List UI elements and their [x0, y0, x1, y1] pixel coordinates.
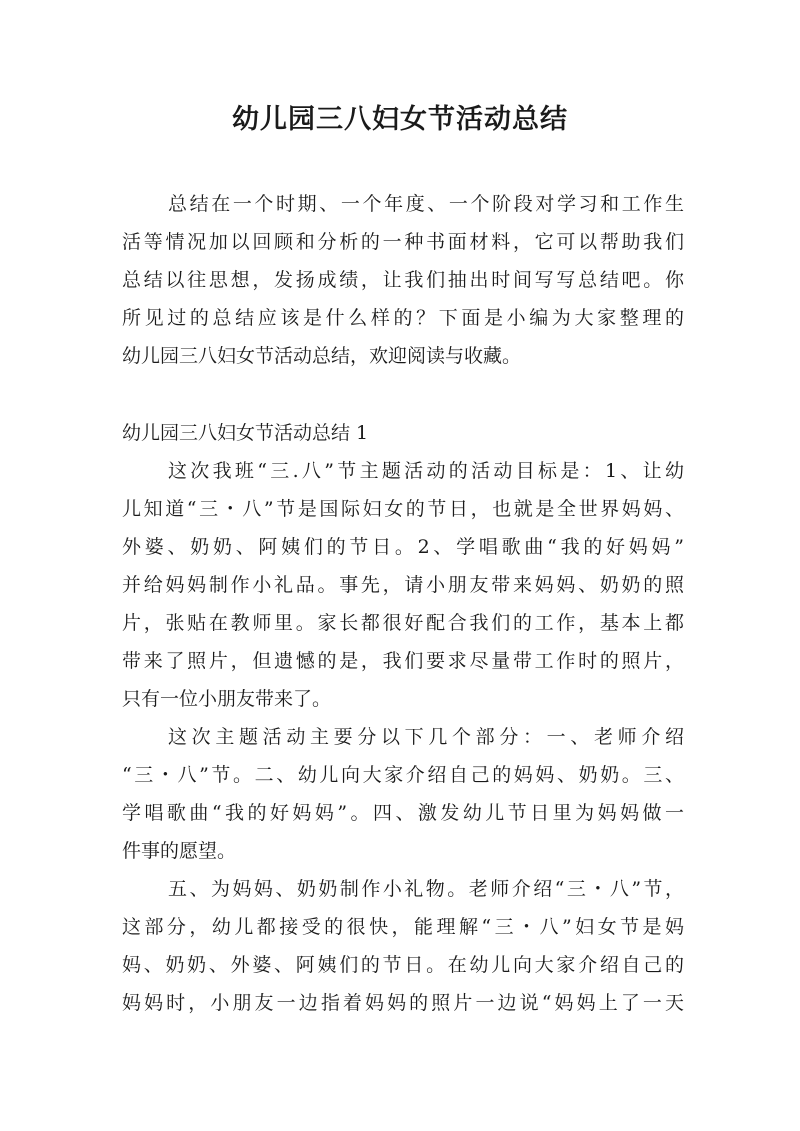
body-paragraph-3 [122, 870, 684, 1022]
text-line: 这次我班“三.八”节主题活动的活动目标是：1、让幼 [168, 460, 684, 482]
paragraph-spacer [122, 375, 684, 414]
text-line: 总结在一个时期、一个年度、一个阶段对学习和工作生 [168, 193, 684, 215]
text-line: 妈妈时，小朋友一边指着妈妈的照片一边说“妈妈上了一天 [122, 992, 684, 1014]
text-line: 学唱歌曲“我的好妈妈”。四、激发幼儿节日里为妈妈做一 [122, 802, 684, 824]
text-line: 儿知道“三・八”节是国际妇女的节日，也就是全世界妈妈、 [122, 498, 684, 520]
body-paragraph-2 [122, 718, 684, 870]
body-paragraph-1 [122, 452, 684, 718]
text-line: 五、为妈妈、奶奶制作小礼物。老师介绍“三・八”节， [168, 878, 684, 900]
text-line: 总结以往思想，发扬成绩，让我们抽出时间写写总结吧。你 [122, 269, 684, 291]
text-line: 片，张贴在教师里。家长都很好配合我们的工作，基本上都 [122, 612, 684, 634]
text-line: 幼儿园三八妇女节活动总结，欢迎阅读与收藏。 [122, 345, 522, 367]
text-line: 妈、奶奶、外婆、阿姨们的节日。在幼儿向大家介绍自己的 [122, 954, 684, 976]
text-line: 只有一位小朋友带来了。 [122, 688, 332, 710]
text-line: “三・八”节。二、幼儿向大家介绍自己的妈妈、奶奶。三、 [122, 764, 684, 786]
intro-paragraph [122, 185, 684, 375]
document-title: 幼儿园三八妇女节活动总结 [232, 104, 568, 135]
text-line: 活等情况加以回顾和分析的一种书面材料，它可以帮助我们 [122, 231, 684, 253]
text-line: 所见过的总结应该是什么样的？下面是小编为大家整理的 [122, 307, 684, 329]
section-heading: 幼儿园三八妇女节活动总结 1 [122, 422, 369, 444]
text-line: 件事的愿望。 [122, 840, 237, 862]
text-line: 并给妈妈制作小礼品。事先，请小朋友带来妈妈、奶奶的照 [122, 574, 684, 596]
text-line: 这部分，幼儿都接受的很快，能理解“三・八”妇女节是妈 [122, 916, 684, 938]
document-body [122, 185, 684, 1022]
text-line: 外婆、奶奶、阿姨们的节日。2、学唱歌曲“我的好妈妈” [122, 536, 684, 558]
text-line: 这次主题活动主要分以下几个部分：一、老师介绍 [168, 726, 684, 748]
text-line: 带来了照片，但遗憾的是，我们要求尽量带工作时的照片， [122, 650, 684, 672]
